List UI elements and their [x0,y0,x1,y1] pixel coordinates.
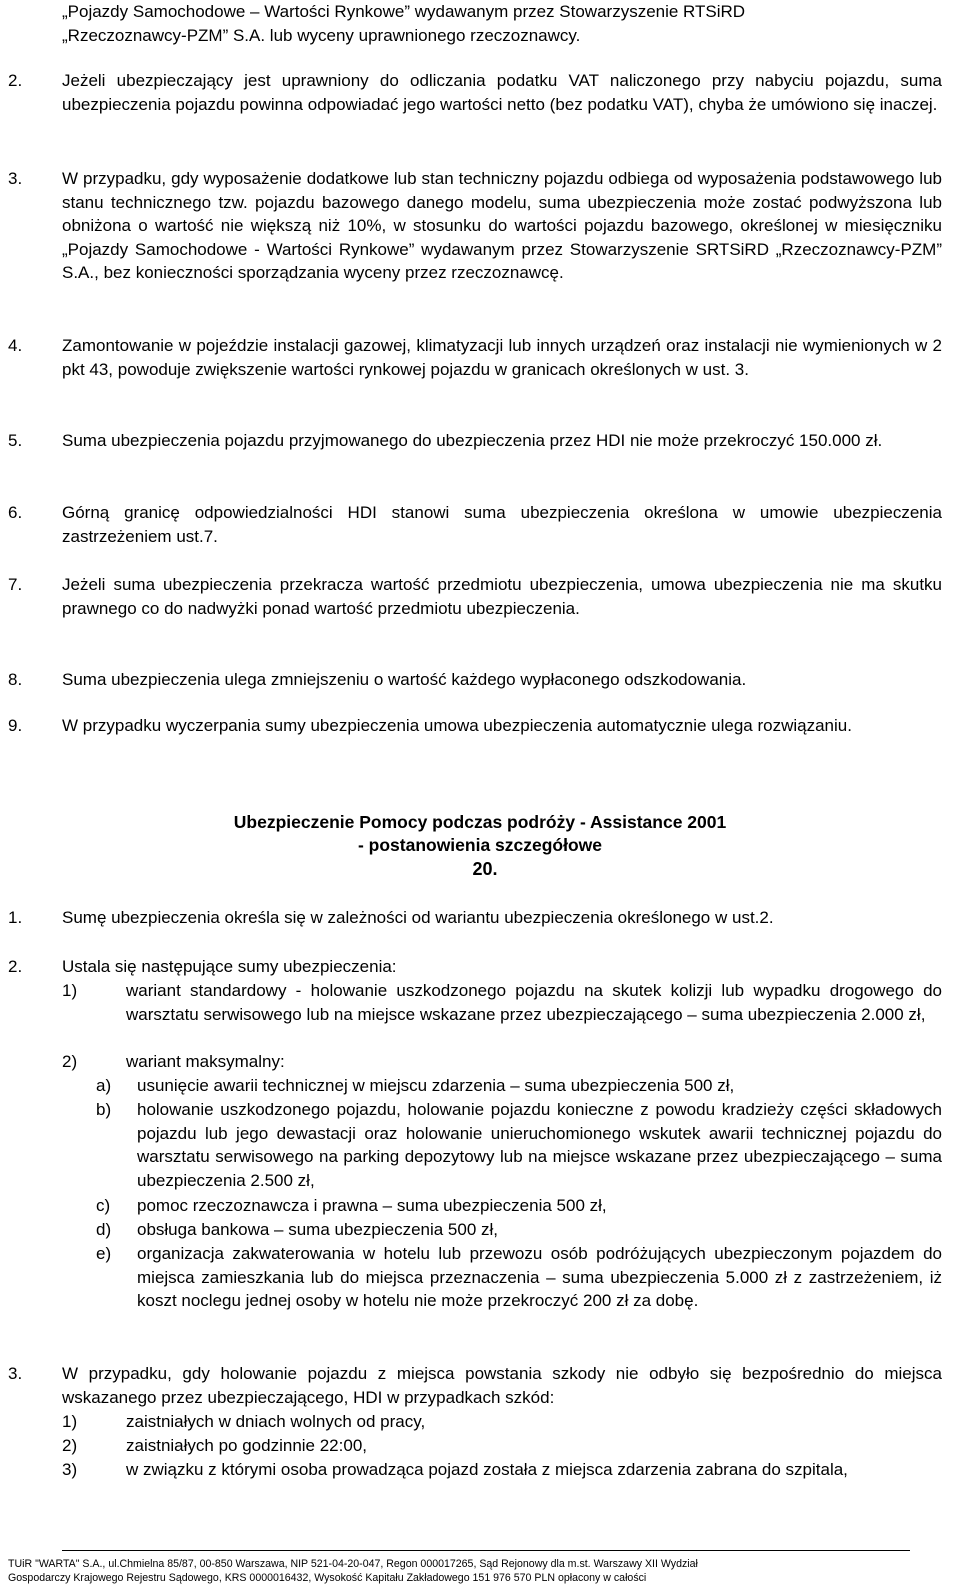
clause-number: 1. [8,908,23,927]
list-text: w związku z którymi osoba prowadząca pojazd została z miejsca zdarzenia zabrana do szpitala, [126,1460,848,1479]
footer-line-1: TUiR "WARTA" S.A., ul.Chmielna 85/87, 00-850 Warszawa, NIP 521-04-20-047, Regon 000017265, Sąd Rejonowy dla m.st. Warszawy XII Wydział [8,1558,698,1570]
list-text: zaistniałych w dniach wolnych od pracy, [126,1412,426,1431]
list-number: 3) [62,1460,78,1479]
clause-text: W przypadku, gdy wyposażenie dodatkowe lub stan techniczny pojazdu odbiega od wyposażenia podstawowego lub stanu technicznego tzw. pojazdu bazowego danego modelu, suma ubezpieczenia może zostać podwyższona lub obniżona o wartość nie większą niż 10%, w stosunku do wartości pojazdu bazowego, określonej w miesięczniku „Pojazdy Samochodowe - Wartości Rynkowe” wydawanym przez Stowarzyszenie SRTSiRD „Rzeczoznawcy-PZM” S.A., bez konieczności sporządzania wyceny przez rzeczoznawcę. [62,169,942,282]
variant-number: 1) [62,981,78,1000]
clause-text: Suma ubezpieczenia ulega zmniejszeniu o wartość każdego wypłaconego odszkodowania. [62,670,747,689]
list-text: holowanie uszkodzonego pojazdu, holowanie pojazdu konieczne z powodu kradzieży części składowych pojazdu lub jego dewastacji oraz holowanie unieruchomionego wskutek awarii technicznej pojazdu do warsztatu serwisowego na parking depozytowy lub na miejsce wskazane przez ubezpieczającego – suma ubezpieczenia 2.500 zł, [137,1100,942,1190]
intro-line-2: „Rzeczoznawcy-PZM” S.A. lub wyceny uprawnionego rzeczoznawcy. [62,26,581,45]
list-text: organizacja zakwaterowania w hotelu lub przewozu osób podróżujących ubezpieczonym pojazdem do miejsca zamieszkania lub do miejsca przeznaczenia – suma ubezpieczenia 5.000 zł z zastrzeżeniem, iż koszt noclegu jednej osoby w hotelu nie może przekroczyć 200 zł za dobę. [137,1244,942,1310]
list-text: obsługa bankowa – suma ubezpieczenia 500 zł, [137,1220,499,1239]
section-number-value: 20. [472,859,498,879]
clause-number: 4. [8,336,23,355]
variant-text: wariant standardowy - holowanie uszkodzonego pojazdu na skutek kolizji lub wypadku drogowego do warsztatu serwisowego lub na miejsce wskazane przez ubezpieczającego – suma ubezpieczenia 2.000 zł, [126,981,942,1024]
clause-text: Sumę ubezpieczenia określa się w zależności od wariantu ubezpieczenia określonego w ust.2. [62,908,774,927]
list-number: 2) [62,1436,78,1455]
clause-text: Górną granicę odpowiedzialności HDI stanowi suma ubezpieczenia określona w umowie ubezpieczenia zastrzeżeniem ust.7. [62,503,942,546]
clause-number: 2. [8,71,23,90]
list-text: pomoc rzeczoznawcza i prawna – suma ubezpieczenia 500 zł, [137,1196,607,1215]
clause-number: 8. [8,670,23,689]
section-subtitle: - postanowienia szczegółowe [357,835,603,855]
clause-text: W przypadku wyczerpania sumy ubezpieczenia umowa ubezpieczenia automatycznie ulega rozwiązaniu. [62,716,852,735]
list-letter: a) [96,1076,112,1095]
clause-number: 9. [8,716,23,735]
intro-line-1: „Pojazdy Samochodowe – Wartości Rynkowe” wydawanym przez Stowarzyszenie RTSiRD [62,2,746,21]
footer-line-2: Gospodarczy Krajowego Rejestru Sądowego, KRS 0000016432, Wysokość Kapitału Zakładowego 151 976 570 PLN opłacony w całości [8,1572,647,1584]
clause-text: Ustala się następujące sumy ubezpieczenia: [62,957,397,976]
list-letter: b) [96,1100,112,1119]
clause-number: 3. [8,1364,23,1383]
clause-text: W przypadku, gdy holowanie pojazdu z miejsca powstania szkody nie odbyło się bezpośrednio do miejsca wskazanego przez ubezpieczającego, HDI w przypadkach szkód: [62,1364,942,1407]
clause-number: 7. [8,575,23,594]
section-number [0,857,960,882]
clause-number: 5. [8,431,23,450]
list-letter: c) [96,1196,111,1215]
clause-text: Suma ubezpieczenia pojazdu przyjmowanego do ubezpieczenia przez HDI nie może przekroczyć 150.000 zł. [62,431,883,450]
clause-text: Jeżeli suma ubezpieczenia przekracza wartość przedmiotu ubezpieczenia, umowa ubezpieczenia nie ma skutku prawnego co do nadwyżki ponad wartość przedmiotu ubezpieczenia. [62,575,942,618]
section-title: Ubezpieczenie Pomocy podczas podróży - Assistance 2001 [233,812,727,832]
list-number: 1) [62,1412,78,1431]
list-letter: e) [96,1244,112,1263]
list-text: zaistniałych po godzinnie 22:00, [126,1436,367,1455]
clause-text: Zamontowanie w pojeździe instalacji gazowej, klimatyzacji lub innych urządzeń oraz instalacji nie wymienionych w 2 pkt 43, powoduje zwiększenie wartości rynkowej pojazdu w granicach określonych w ust. 3. [62,336,942,379]
footer-rule [62,1550,910,1551]
variant-text: wariant maksymalny: [126,1052,285,1071]
clause-number: 6. [8,503,23,522]
clause-number: 3. [8,169,23,188]
clause-text: Jeżeli ubezpieczający jest uprawniony do odliczania podatku VAT naliczonego przy nabyciu pojazdu, suma ubezpieczenia pojazdu powinna odpowiadać jego wartości netto (bez podatku VAT), chyba że umówiono się inaczej. [62,71,942,114]
variant-number: 2) [62,1052,78,1071]
list-text: usunięcie awarii technicznej w miejscu zdarzenia – suma ubezpieczenia 500 zł, [137,1076,735,1095]
list-letter: d) [96,1220,112,1239]
clause-number: 2. [8,957,23,976]
